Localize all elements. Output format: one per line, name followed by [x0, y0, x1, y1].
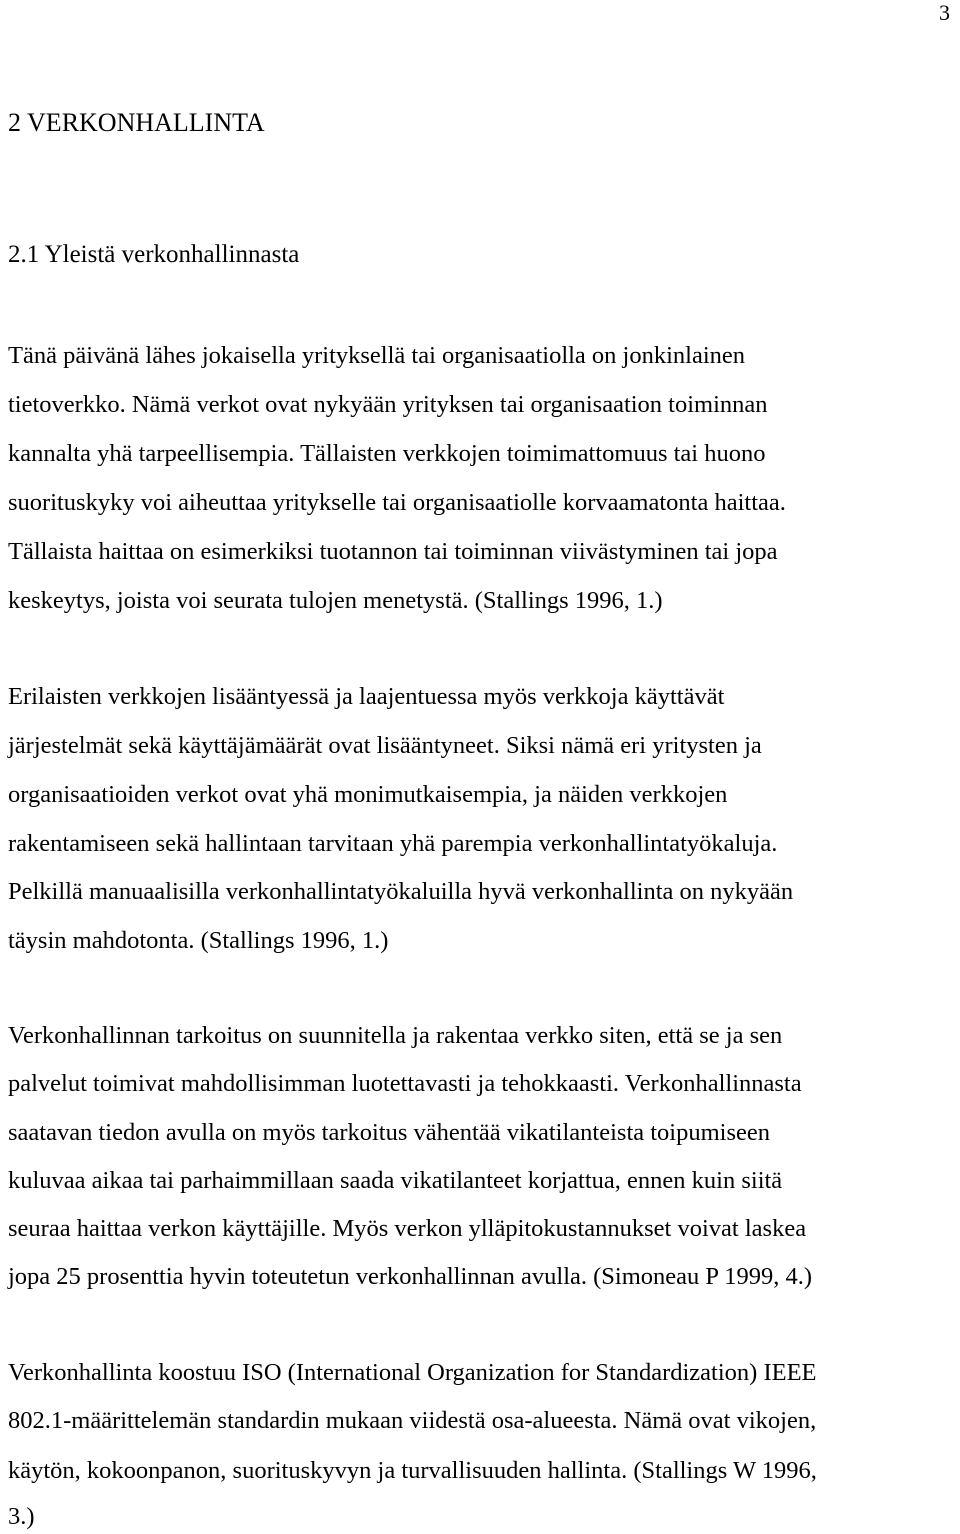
paragraph-line: seuraa haittaa verkon käyttäjille. Myös verkon ylläpitokustannukset voivat laskea [8, 1215, 807, 1242]
chapter-title: 2 VERKONHALLINTA [8, 108, 265, 137]
paragraph-line: organisaatioiden verkot ovat yhä monimutkaisempia, ja näiden verkkojen [8, 781, 728, 808]
paragraph-line: Verkonhallinta koostuu ISO (International Organization for Standardization) IEEE [8, 1359, 817, 1386]
paragraph-line: saatavan tiedon avulla on myös tarkoitus vähentää vikatilanteista toipumiseen [8, 1119, 771, 1146]
paragraph-line: Erilaisten verkkojen lisääntyessä ja laajentuessa myös verkkoja käyttävät [8, 683, 725, 710]
paragraph-line: rakentamiseen sekä hallintaan tarvitaan yhä parempia verkonhallintatyökaluja. [8, 830, 778, 857]
paragraph-line: täysin mahdotonta. (Stallings 1996, 1.) [8, 927, 389, 954]
paragraph-line: 802.1-määrittelemän standardin mukaan viidestä osa-alueesta. Nämä ovat vikojen, [8, 1407, 817, 1434]
paragraph-line: käytön, kokoonpanon, suorituskyvyn ja turvallisuuden hallinta. (Stallings W 1996, [8, 1457, 817, 1484]
paragraph-line: keskeytys, joista voi seurata tulojen menetystä. (Stallings 1996, 1.) [8, 587, 663, 614]
section-title: 2.1 Yleistä verkonhallinnasta [8, 241, 300, 268]
page-number: 3 [939, 0, 950, 25]
paragraph-line: Tällaista haittaa on esimerkiksi tuotannon tai toiminnan viivästyminen tai jopa [8, 538, 778, 565]
paragraph-line: suorituskyky voi aiheuttaa yritykselle tai organisaatiolle korvaamatonta haittaa. [8, 489, 786, 516]
paragraph-line: 3.) [8, 1503, 35, 1530]
paragraph-line: jopa 25 prosenttia hyvin toteutetun verkonhallinnan avulla. (Simoneau P 1999, 4.) [8, 1263, 813, 1290]
paragraph-line: Verkonhallinnan tarkoitus on suunnitella ja rakentaa verkko siten, että se ja sen [8, 1022, 783, 1049]
paragraph-line: palvelut toimivat mahdollisimman luotettavasti ja tehokkaasti. Verkonhallinnasta [8, 1070, 802, 1097]
paragraph-line: järjestelmät sekä käyttäjämäärät ovat lisääntyneet. Siksi nämä eri yritysten ja [8, 732, 762, 759]
paragraph-line: kannalta yhä tarpeellisempia. Tällaisten verkkojen toimimattomuus tai huono [8, 440, 766, 467]
paragraph-line: Tänä päivänä lähes jokaisella yrityksellä tai organisaatiolla on jonkinlainen [8, 342, 746, 369]
paragraph-line: tietoverkko. Nämä verkot ovat nykyään yrityksen tai organisaation toiminnan [8, 391, 768, 418]
paragraph-line: Pelkillä manuaalisilla verkonhallintatyökaluilla hyvä verkonhallinta on nykyään [8, 878, 794, 905]
paragraph-line: kuluvaa aikaa tai parhaimmillaan saada vikatilanteet korjattua, ennen kuin siitä [8, 1167, 783, 1194]
